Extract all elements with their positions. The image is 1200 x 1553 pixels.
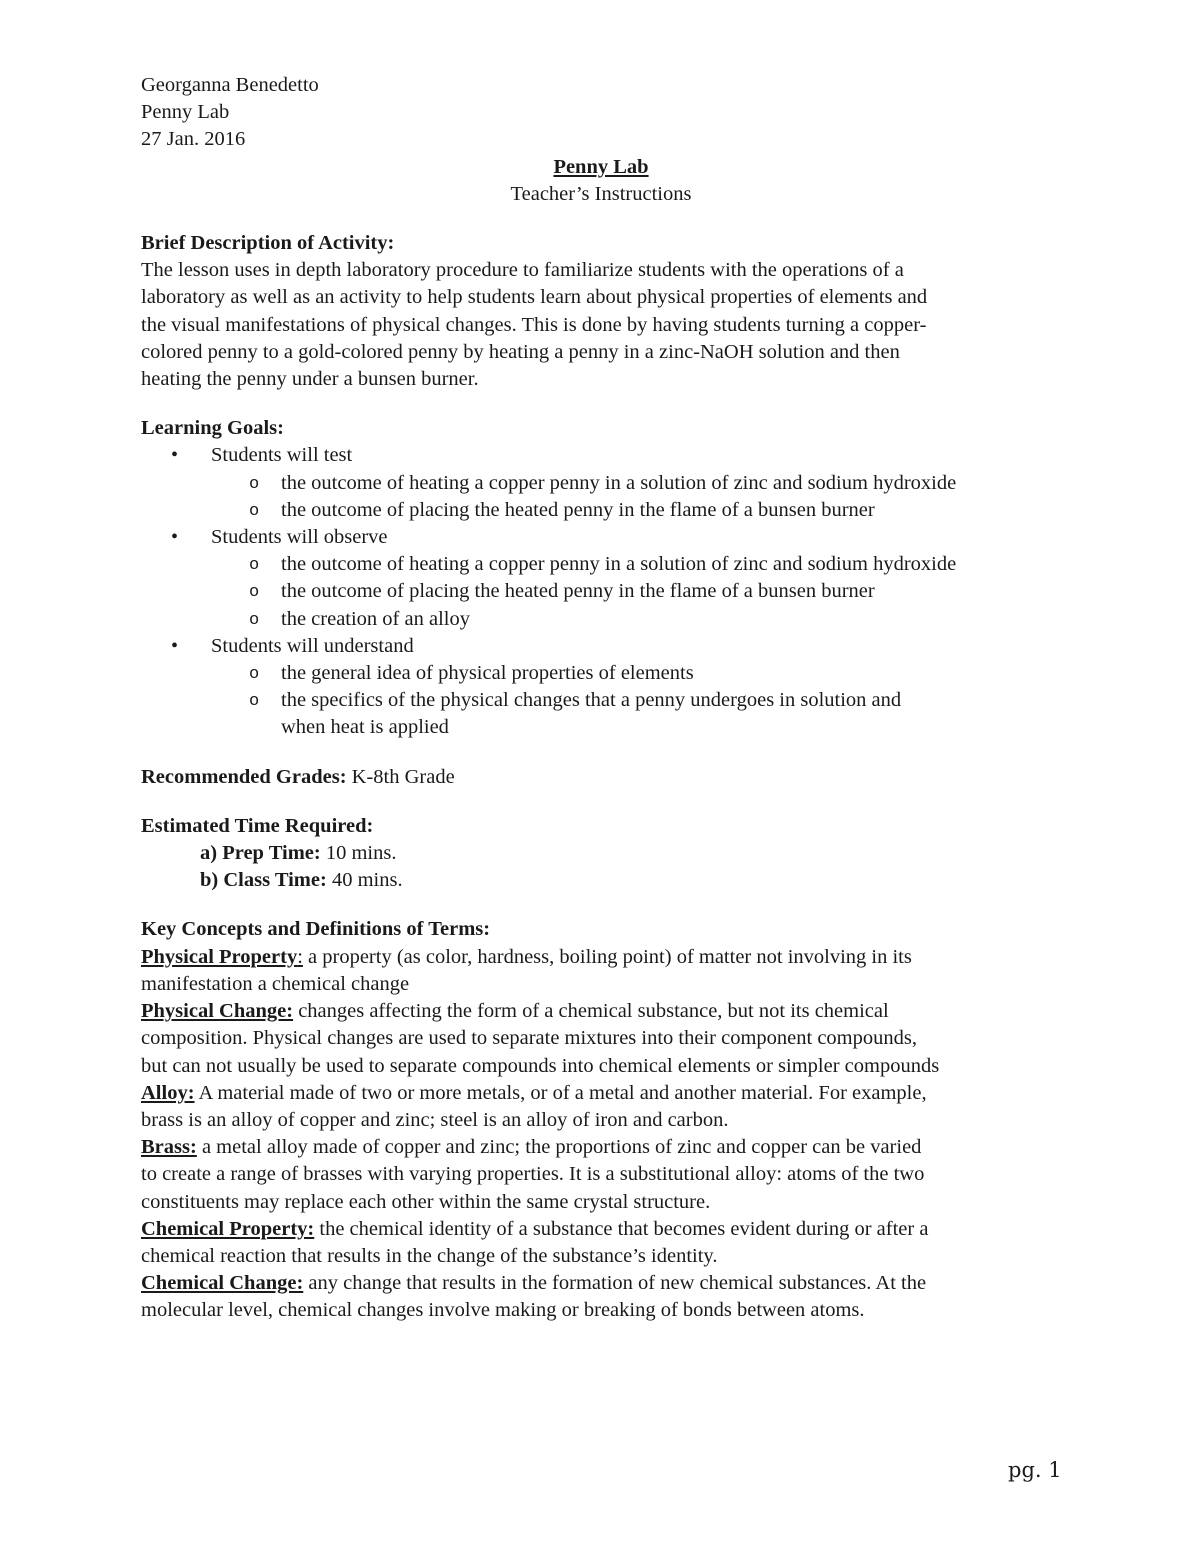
definition-text: the chemical identity of a substance that becomes evident during or after a	[314, 1217, 929, 1240]
learning-goals-list	[141, 442, 1061, 741]
description-line: The lesson uses in depth laboratory procedure to familiarize students with the operations of a	[141, 259, 904, 282]
subgoal-item: o the outcome of placing the heated penny in the flame of a bunsen burner	[211, 497, 1061, 524]
subgoal-item: o the creation of an alloy	[211, 606, 1061, 633]
term-label: Chemical Change:	[141, 1272, 304, 1295]
definition-text: composition. Physical changes are used to separate mixtures into their component compounds,	[141, 1027, 917, 1050]
term-label: Physical Property	[141, 945, 298, 968]
class-time	[141, 867, 1061, 894]
definition-text: molecular level, chemical changes involve making or breaking of bonds between atoms.	[141, 1299, 865, 1322]
goal-item	[141, 442, 1061, 524]
prep-time-label: a) Prep Time:	[200, 842, 321, 865]
circle-bullet-icon: o	[249, 583, 260, 603]
course-name: Penny Lab	[141, 101, 230, 124]
description-heading: Brief Description of Activity:	[141, 232, 395, 255]
description-body	[141, 257, 1061, 393]
bullet-icon: •	[171, 444, 179, 467]
description-line: the visual manifestations of physical changes. This is done by having students turning a copper-	[141, 313, 927, 336]
definition-chemical-property	[141, 1216, 1061, 1270]
goal-sublist	[211, 660, 1061, 742]
term-label: Physical Change:	[141, 1000, 294, 1023]
circle-bullet-icon: o	[249, 501, 260, 521]
description-line: laboratory as well as an activity to help students learn about physical properties of elements and	[141, 286, 928, 309]
class-time-value: 40 mins.	[326, 869, 403, 892]
goal-item	[141, 524, 1061, 633]
grades-label: Recommended Grades:	[141, 765, 347, 788]
definition-text: a property (as color, hardness, boiling point) of matter not involving in its	[302, 945, 912, 968]
definition-text: chemical reaction that results in the change of the substance’s identity.	[141, 1244, 718, 1267]
subgoal-item: o the outcome of placing the heated penny in the flame of a bunsen burner	[211, 578, 1061, 605]
definition-text: changes affecting the form of a chemical substance, but not its chemical	[293, 1000, 889, 1023]
class-time-label: b) Class Time:	[200, 869, 327, 892]
subgoal-item: o the outcome of heating a copper penny in a solution of zinc and sodium hydroxide	[211, 470, 1061, 497]
author-name: Georganna Benedetto	[141, 74, 319, 96]
recommended-grades	[141, 764, 1061, 791]
definition-alloy	[141, 1080, 1061, 1134]
term-label: Brass:	[141, 1136, 197, 1159]
term-label: Alloy:	[141, 1081, 195, 1104]
subgoal-item: o the general idea of physical properties of elements	[211, 660, 1061, 687]
circle-bullet-icon: o	[249, 610, 260, 630]
goal-sublist	[211, 470, 1061, 524]
prep-time-value: 10 mins.	[320, 842, 397, 865]
goal-text: Students will understand	[211, 634, 414, 657]
subgoal-item: o the outcome of heating a copper penny in a solution of zinc and sodium hydroxide	[211, 551, 1061, 578]
concepts-heading: Key Concepts and Definitions of Terms:	[141, 918, 491, 941]
goal-sublist	[211, 551, 1061, 633]
time-heading: Estimated Time Required:	[141, 814, 374, 837]
definition-text: but can not usually be used to separate compounds into chemical elements or simpler compounds	[141, 1054, 940, 1077]
learning-goals-heading: Learning Goals:	[141, 417, 284, 440]
definition-chemical-change	[141, 1270, 1061, 1324]
document-date: 27 Jan. 2016	[141, 128, 246, 151]
description-line: heating the penny under a bunsen burner.	[141, 368, 479, 391]
definition-text: brass is an alloy of copper and zinc; steel is an alloy of iron and carbon.	[141, 1108, 729, 1131]
document-subtitle: Teacher’s Instructions	[510, 182, 692, 205]
definition-text: A material made of two or more metals, or of a metal and another material. For example,	[194, 1081, 927, 1104]
definition-text: manifestation a chemical change	[141, 972, 410, 995]
bullet-icon: •	[171, 634, 179, 657]
circle-bullet-icon: o	[249, 692, 260, 712]
definition-physical-property: Physical Property: a property (as color, hardness, boiling point) of matter not involving in its manifestation a chemical change	[141, 944, 1061, 998]
document-title: Penny Lab	[553, 155, 649, 178]
circle-bullet-icon: o	[249, 474, 260, 494]
goal-text: Students will test	[211, 444, 353, 467]
definition-physical-change	[141, 998, 1061, 1080]
grades-value: K-8th Grade	[346, 765, 455, 788]
definition-text: to create a range of brasses with varying properties. It is a substitutional alloy: atoms of the two	[141, 1163, 925, 1186]
circle-bullet-icon: o	[249, 556, 260, 576]
bullet-icon: •	[171, 526, 179, 549]
circle-bullet-icon: o	[249, 665, 260, 685]
definition-brass	[141, 1134, 1061, 1216]
description-line: colored penny to a gold-colored penny by heating a penny in a zinc-NaOH solution and then	[141, 340, 900, 363]
term-label: Chemical Property:	[141, 1217, 315, 1240]
document-page	[141, 72, 1061, 1325]
definition-text: a metal alloy made of copper and zinc; the proportions of zinc and copper can be varied	[196, 1136, 922, 1159]
subgoal-item: o the specifics of the physical changes that a penny undergoes in solution and when heat is applied	[249, 689, 902, 739]
definition-text: constituents may replace each other within the same crystal structure.	[141, 1190, 711, 1213]
prep-time	[141, 840, 1061, 867]
goal-text: Students will observe	[211, 526, 388, 549]
definition-text: any change that results in the formation of new chemical substances. At the	[303, 1272, 927, 1295]
goal-item	[141, 633, 1061, 742]
page-number: pg. 1	[1008, 1458, 1062, 1482]
